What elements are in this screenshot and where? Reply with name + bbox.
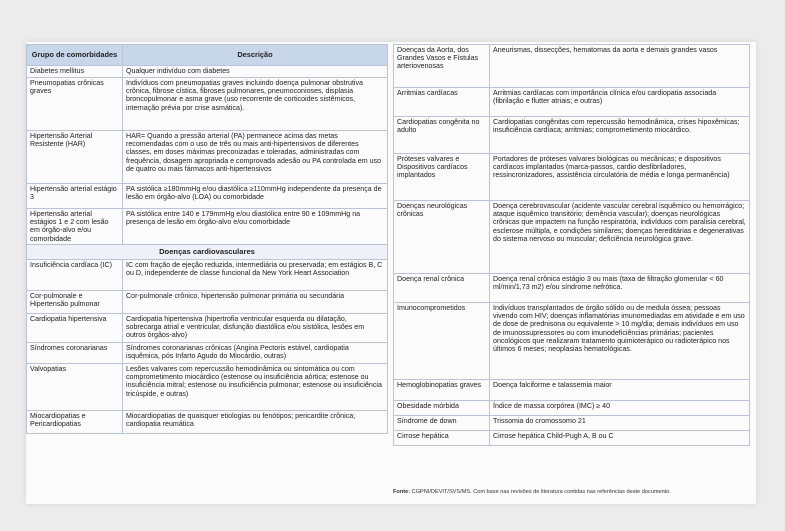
comorbidity-group: Arritmias cardíacas xyxy=(394,88,490,117)
table-row xyxy=(27,260,388,291)
table-row xyxy=(27,364,388,411)
table-row xyxy=(394,274,750,303)
comorbidity-group: Cardiopatia hipertensiva xyxy=(27,314,123,343)
comorbidity-description: IC com fração de ejeção reduzida, intermediária ou preservada; em estágios B, C ou D, independente de classe funcional da New York Heart Association xyxy=(123,260,388,291)
comorbidity-group: Doença renal crônica xyxy=(394,274,490,303)
comorbidity-description: Portadores de próteses valvares biológicas ou mecânicas; e dispositivos cardíacos implantados (marca-passos, cardio desfibriladores, ressincronizadores, assistência circulatória de média e longa permanência) xyxy=(490,154,750,201)
comorbidity-description: PA sistólica ≥180mmHg e/ou diastólica ≥110mmHg independente da presença de lesão em órgão-alvo (LOA) ou comorbidade xyxy=(123,184,388,209)
comorbidity-group: Hipertensão arterial estágio 3 xyxy=(27,184,123,209)
table-row xyxy=(27,291,388,314)
comorbidity-group: Obesidade mórbida xyxy=(394,401,490,416)
header-group: Grupo de comorbidades xyxy=(27,45,123,66)
comorbidity-description: Cardiopatia hipertensiva (hipertrofia ventricular esquerda ou dilatação, sobrecarga atrial e ventricular, disfunção diastólica e/ou sistólica, lesões em outros órgãos-alvo) xyxy=(123,314,388,343)
comorbidity-group: Síndromes coronarianas xyxy=(27,343,123,364)
section-row xyxy=(27,244,388,259)
table-row xyxy=(394,201,750,274)
comorbidity-group: Hemoglobinopatias graves xyxy=(394,380,490,401)
comorbidity-table-left xyxy=(26,44,388,434)
comorbidity-group: Imunocomprometidos xyxy=(394,303,490,380)
comorbidity-description: Indivíduos com pneumopatias graves incluindo doença pulmonar obstrutiva crônica, fibrose cística, fibroses pulmonares, pneumoconioses, displasia broncopulmonar e asma grave (uso recorrente de corticoides sistêmicos, internação prévia por crise asmática). xyxy=(123,78,388,131)
comorbidity-group: Próteses valvares e Dispositivos cardíacos implantados xyxy=(394,154,490,201)
left-rows-first xyxy=(27,66,388,245)
table-row xyxy=(394,303,750,380)
table-row xyxy=(394,154,750,201)
table-row xyxy=(394,45,750,88)
table-row xyxy=(394,416,750,431)
comorbidity-description: Cardiopatias congênitas com repercussão hemodinâmica, crises hipoxêmicas; insuficiência cardíaca; arritmias; comprometimento miocárdico. xyxy=(490,117,750,154)
comorbidity-group: Insuficiência cardíaca (IC) xyxy=(27,260,123,291)
table-row xyxy=(394,401,750,416)
comorbidity-group: Diabetes mellitus xyxy=(27,66,123,78)
comorbidity-description: Doença renal crônica estágio 3 ou mais (taxa de filtração glomerular < 60 ml/min/1,73 m2) e/ou síndrome nefrótica. xyxy=(490,274,750,303)
comorbidity-table-right xyxy=(393,44,750,446)
right-rows xyxy=(394,45,750,446)
comorbidity-group: Síndrome de down xyxy=(394,416,490,431)
left-rows-cardiovascular xyxy=(27,260,388,434)
comorbidity-description: Doença falciforme e talassemia maior xyxy=(490,380,750,401)
table-row xyxy=(27,66,388,78)
comorbidity-description: Lesões valvares com repercussão hemodinâmica ou sintomática ou com comprometimento miocárdico (estenose ou insuficiência aórtica; estenose ou insuficiência mitral; estenose ou insuficiência pulmonar; estenose ou insuficiência tricúspide, e outras) xyxy=(123,364,388,411)
comorbidity-group: Valvopatias xyxy=(27,364,123,411)
comorbidity-group: Hipertensão arterial estágios 1 e 2 com lesão em órgão-alvo e/ou comorbidade xyxy=(27,209,123,245)
table-row xyxy=(27,314,388,343)
comorbidity-description: Índice de massa corpórea (IMC) ≥ 40 xyxy=(490,401,750,416)
comorbidity-description: Miocardiopatias de quaisquer etiologias ou fenótipos; pericardite crônica; cardiopatia reumática xyxy=(123,411,388,434)
comorbidity-description: Indivíduos transplantados de órgão sólido ou de medula óssea; pessoas vivendo com HIV; doenças inflamatórias imunomediadas em atividade e em uso de dose de prednisona ou equivalente > 10 mg/dia; demais indivíduos em uso de imunossupressores ou com imunodeficiências primárias; pacientes oncológicos que realizaram tratamento quimioterápico ou radioterápico nos últimos 6 meses; neoplasias hematológicas. xyxy=(490,303,750,380)
table-row xyxy=(27,131,388,184)
comorbidity-description: Doença cerebrovascular (acidente vascular cerebral isquêmico ou hemorrágico; ataque isquêmico transitório; demência vascular); doenças neurológicas crônicas que impactem na função respiratória, indivíduos com paralisia cerebral, esclerose múltipla, e condições similares; doenças hereditárias e degenerativas do sistema nervoso ou muscular; deficiência neurológica grave. xyxy=(490,201,750,274)
comorbidity-description: Aneurismas, dissecções, hematomas da aorta e demais grandes vasos xyxy=(490,45,750,88)
table-row xyxy=(394,88,750,117)
comorbidity-description: Síndromes coronarianas crônicas (Angina Pectoris estável, cardiopatia isquêmica, pós Infarto Agudo do Miocárdio, outras) xyxy=(123,343,388,364)
comorbidity-group: Cirrose hepática xyxy=(394,431,490,446)
comorbidity-description: Cirrose hepática Child-Pugh A, B ou C xyxy=(490,431,750,446)
table-row xyxy=(394,117,750,154)
comorbidity-group: Miocardiopatias e Pericardiopatias xyxy=(27,411,123,434)
comorbidity-group: Cardiopatias congênita no adulto xyxy=(394,117,490,154)
table-header-row xyxy=(27,45,388,66)
comorbidity-group: Doenças da Aorta, dos Grandes Vasos e Fístulas arteriovenosas xyxy=(394,45,490,88)
header-description: Descrição xyxy=(123,45,388,66)
comorbidity-description: Trissomia do cromossomo 21 xyxy=(490,416,750,431)
table-row xyxy=(27,343,388,364)
source-label: Fonte: xyxy=(393,489,411,495)
table-row xyxy=(27,78,388,131)
comorbidity-description: HAR= Quando a pressão arterial (PA) permanece acima das metas recomendadas com o uso de três ou mais anti-hipertensivos de diferentes classes, em doses máximas preconizadas e toleradas, administradas com frequência, dosagem apropriada e comprovada adesão ou PA controlada em uso de quatro ou mais fármacos anti-hipertensivos xyxy=(123,131,388,184)
table-row xyxy=(394,380,750,401)
comorbidity-description: Arritmias cardíacas com importância clínica e/ou cardiopatia associada (fibrilação e flutter atriais; e outras) xyxy=(490,88,750,117)
comorbidity-group: Cor-pulmonale e Hipertensão pulmonar xyxy=(27,291,123,314)
comorbidity-description: Qualquer indivíduo com diabetes xyxy=(123,66,388,78)
source-text: CGPNI/DEVIT/SVS/MS. Com base nas revisões de literatura contidas nas referências deste documento. xyxy=(410,489,671,495)
table-row xyxy=(27,209,388,245)
comorbidity-table-sheet xyxy=(26,42,756,504)
comorbidity-description: PA sistólica entre 140 e 179mmHg e/ou diastólica entre 90 e 109mmHg na presença de lesão em órgão-alvo e/ou comorbidade xyxy=(123,209,388,245)
comorbidity-group: Pneumopatias crônicas graves xyxy=(27,78,123,131)
comorbidity-group: Doenças neurológicas crônicas xyxy=(394,201,490,274)
table-row xyxy=(394,431,750,446)
table-row xyxy=(27,184,388,209)
comorbidity-group: Hipertensão Arterial Resistente (HAR) xyxy=(27,131,123,184)
section-title: Doenças cardiovasculares xyxy=(27,244,388,259)
comorbidity-description: Cor-pulmonale crônico, hipertensão pulmonar primária ou secundária xyxy=(123,291,388,314)
source-note xyxy=(393,489,749,496)
table-row xyxy=(27,411,388,434)
